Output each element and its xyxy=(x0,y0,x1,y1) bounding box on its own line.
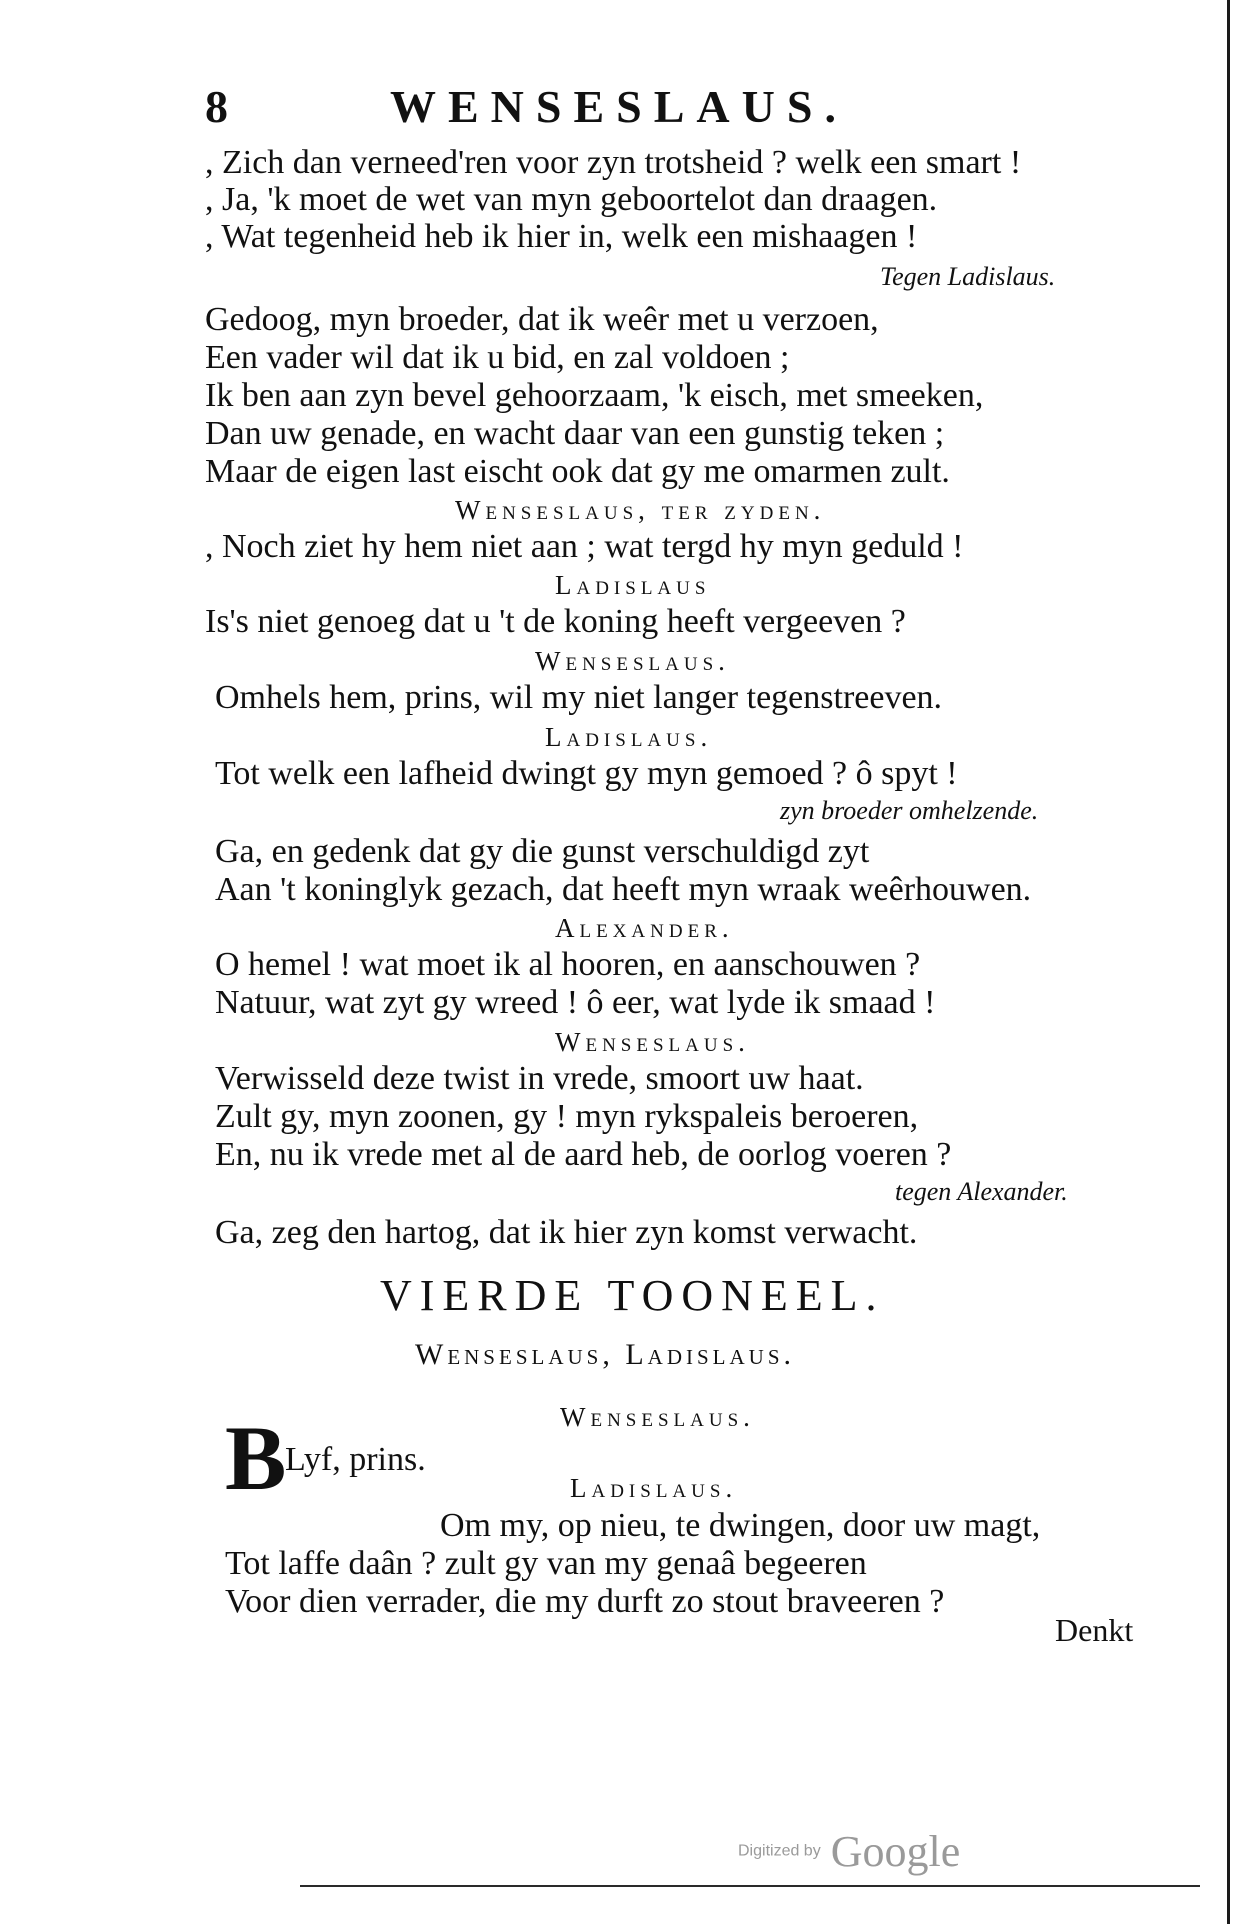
digitized-watermark xyxy=(738,1826,960,1877)
verse-line: Dan uw genade, en wacht daar van een gunstig teken ; xyxy=(205,415,945,452)
speaker-name: Ladislaus. xyxy=(570,1473,738,1503)
speaker-name: Ladislaus xyxy=(555,570,711,600)
speaker-name: Wenseslaus. xyxy=(560,1402,755,1432)
verse-line: Maar de eigen last eischt ook dat gy me omarmen zult. xyxy=(205,453,950,490)
watermark-small-text: Digitized by xyxy=(738,1842,821,1860)
watermark-logo-text: Google xyxy=(830,1827,961,1876)
stage-direction: tegen Alexander. xyxy=(895,1177,1068,1206)
verse-line: , Ja, 'k moet de wet van myn geboortelot dan draagen. xyxy=(205,181,938,218)
verse-line: Om my, op nieu, te dwingen, door uw magt, xyxy=(440,1507,1041,1544)
bottom-rule xyxy=(300,1885,1200,1887)
verse-line: Gedoog, myn broeder, dat ik weêr met u verzoen, xyxy=(205,301,879,338)
page-number: 8 xyxy=(205,81,228,132)
verse-line: Is's niet genoeg dat u 't de koning heeft vergeeven ? xyxy=(205,603,906,640)
verse-line: Natuur, wat zyt gy wreed ! ô eer, wat lyde ik smaad ! xyxy=(215,984,936,1021)
verse-line: Lyf, prins. xyxy=(285,1441,426,1478)
verse-line: Voor dien verrader, die my durft zo stout braveeren ? xyxy=(225,1583,945,1620)
page-header xyxy=(205,80,955,140)
stage-direction: zyn broeder omhelzende. xyxy=(780,796,1039,825)
speaker-name: Wenseslaus. xyxy=(555,1027,750,1057)
verse-line: Tot welk een lafheid dwingt gy myn gemoed ? ô spyt ! xyxy=(215,755,958,792)
scene-cast: Wenseslaus, Ladislaus. xyxy=(415,1338,795,1371)
catchword: Denkt xyxy=(1055,1612,1134,1648)
verse-line: , Noch ziet hy hem niet aan ; wat tergd hy myn geduld ! xyxy=(205,528,964,565)
verse-line: En, nu ik vrede met al de aard heb, de oorlog voeren ? xyxy=(215,1136,952,1173)
verse-line: , Wat tegenheid heb ik hier in, welk een mishaagen ! xyxy=(205,218,918,255)
verse-line: Tot laffe daân ? zult gy van my genaâ begeeren xyxy=(225,1545,867,1582)
verse-line: Zult gy, myn zoonen, gy ! myn rykspaleis beroeren, xyxy=(215,1098,919,1135)
speaker-name: Wenseslaus, ter zyden. xyxy=(455,495,826,525)
verse-line: Ik ben aan zyn bevel gehoorzaam, 'k eisch, met smeeken, xyxy=(205,377,984,414)
stage-direction: Tegen Ladislaus. xyxy=(880,262,1056,291)
verse-line: Verwisseld deze twist in vrede, smoort uw haat. xyxy=(215,1060,864,1097)
verse-line: Ga, zeg den hartog, dat ik hier zyn komst verwacht. xyxy=(215,1214,918,1251)
drop-cap: B xyxy=(225,1407,287,1509)
verse-line: Omhels hem, prins, wil my niet langer tegenstreeven. xyxy=(215,679,943,716)
speaker-name: Wenseslaus. xyxy=(535,646,730,676)
scene-heading: VIERDE TOONEEL. xyxy=(380,1271,885,1320)
verse-line: Een vader wil dat ik u bid, en zal voldoen ; xyxy=(205,339,790,376)
verse-line: O hemel ! wat moet ik al hooren, en aanschouwen ? xyxy=(215,946,921,983)
verse-line: Aan 't koninglyk gezach, dat heeft myn wraak weêrhouwen. xyxy=(215,871,1032,908)
running-title: WENSESLAUS. xyxy=(390,81,848,132)
speaker-name: Alexander. xyxy=(555,913,734,943)
verse-line: Ga, en gedenk dat gy die gunst verschuldigd zyt xyxy=(215,833,870,870)
page-edge-line xyxy=(1227,0,1230,1924)
speaker-name: Ladislaus. xyxy=(545,722,713,752)
verse-line: , Zich dan verneed'ren voor zyn trotsheid ? welk een smart ! xyxy=(205,144,1022,181)
